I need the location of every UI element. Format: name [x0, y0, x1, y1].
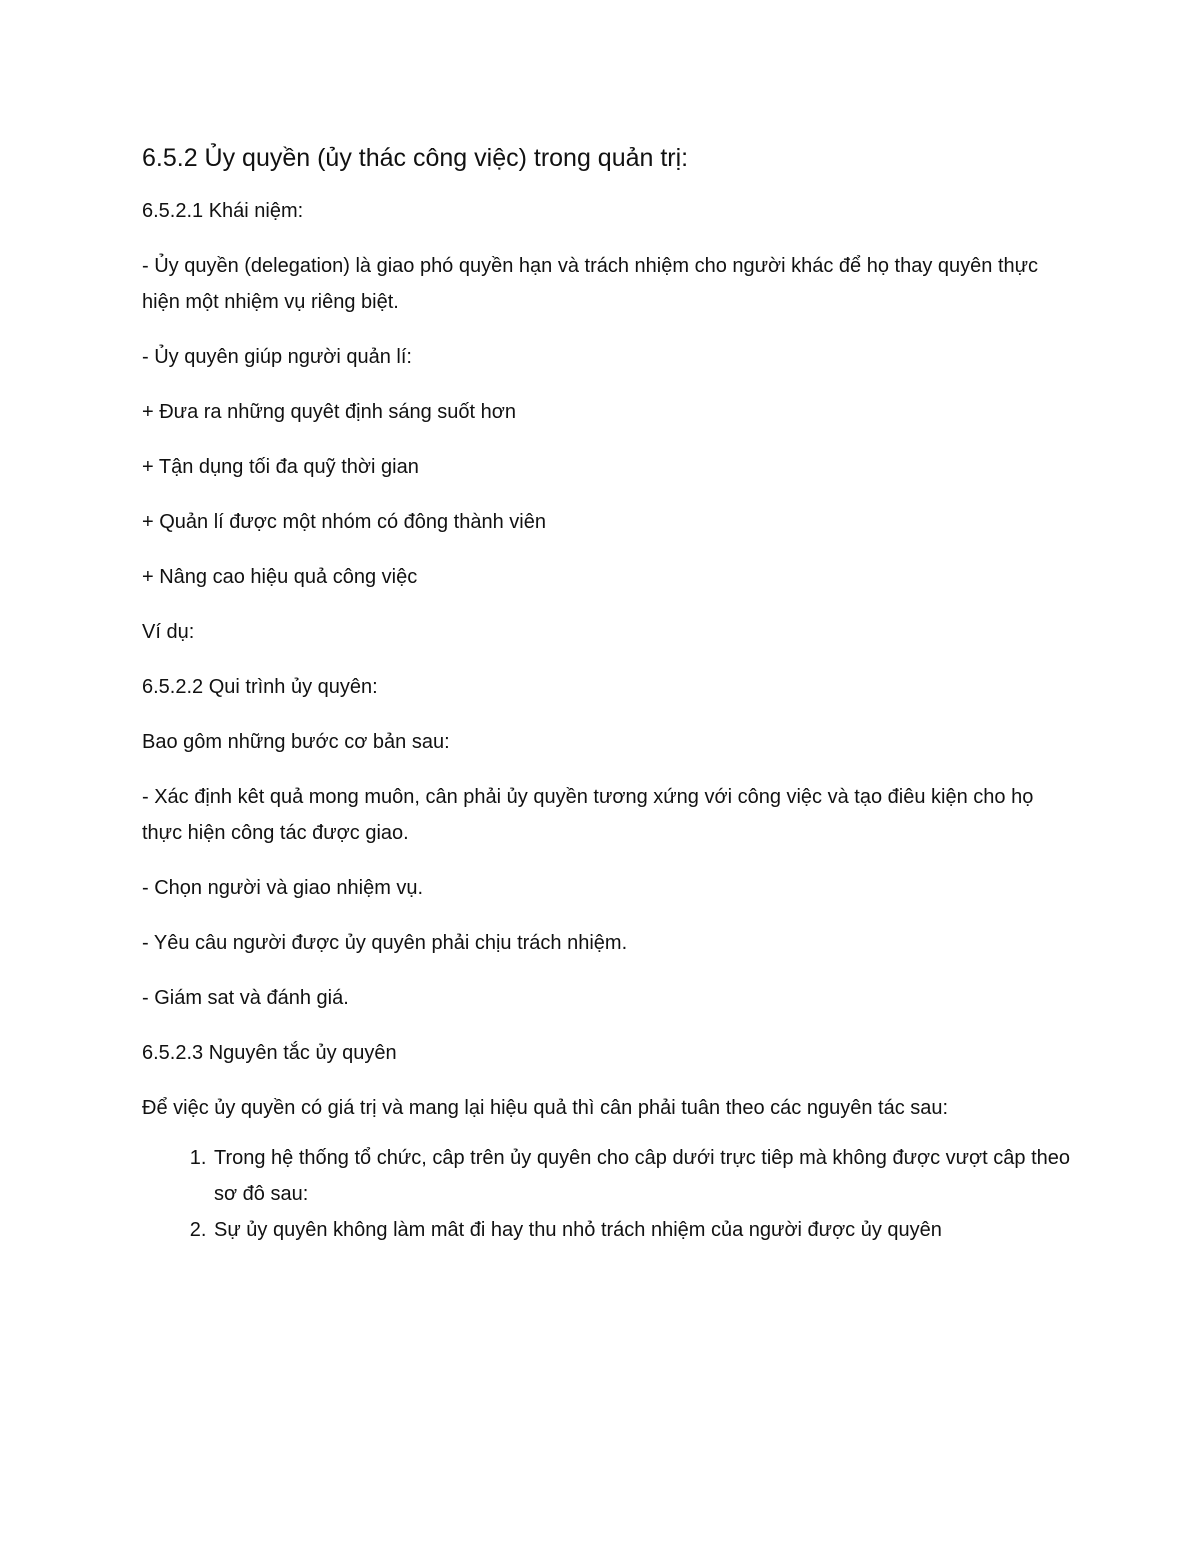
process-step: - Chọn người và giao nhiệm vụ. — [142, 877, 424, 899]
benefit-item: + Đưa ra những quyêt định sáng suốt hơn — [142, 401, 517, 423]
subheading-principles: 6.5.2.3 Nguyên tắc ủy quyên — [142, 1042, 397, 1064]
subheading-concept: 6.5.2.1 Khái niệm: — [142, 200, 304, 222]
paragraph-delegation-definition: - Ủy quyền (delegation) là giao phó quyền hạn và trách nhiệm cho người khác để họ thay quyên thực hiện một nhiệm vụ riêng biệt. — [142, 255, 1039, 313]
paragraph-example-label: Ví dụ: — [142, 621, 195, 643]
document-body — [142, 140, 1072, 1248]
subheading-process: 6.5.2.2 Qui trình ủy quyên: — [142, 676, 378, 698]
principles-list — [142, 1140, 1072, 1248]
paragraph-principles-intro: Để việc ủy quyền có giá trị và mang lại hiệu quả thì cân phải tuân theo các nguyên tác sau: — [142, 1097, 949, 1119]
process-step: - Giám sat và đánh giá. — [142, 987, 349, 1009]
process-step: - Xác định kêt quả mong muôn, cân phải ủy quyền tương xứng với công việc và tạo điêu kiện cho họ thực hiện công tác được giao. — [142, 786, 1034, 844]
paragraph-delegation-benefits-intro: - Ủy quyên giúp người quản lí: — [142, 346, 412, 368]
process-step: - Yêu câu người được ủy quyên phải chịu trách nhiệm. — [142, 932, 628, 954]
list-item: 2. Sự ủy quyên không làm mât đi hay thu nhỏ trách nhiệm của người được ủy quyên — [212, 1212, 1072, 1248]
benefit-item: + Tận dụng tối đa quỹ thời gian — [142, 456, 419, 478]
paragraph-process-intro: Bao gôm những bước cơ bản sau: — [142, 731, 450, 753]
benefit-item: + Nâng cao hiệu quả công việc — [142, 566, 418, 588]
section-heading: 6.5.2 Ủy quyền (ủy thác công việc) trong quản trị: — [142, 144, 689, 172]
benefit-item: + Quản lí được một nhóm có đông thành viên — [142, 511, 546, 533]
list-item: 1. Trong hệ thống tổ chức, câp trên ủy quyên cho câp dưới trực tiêp mà không được vượt câp theo sơ đô sau: — [212, 1140, 1072, 1212]
